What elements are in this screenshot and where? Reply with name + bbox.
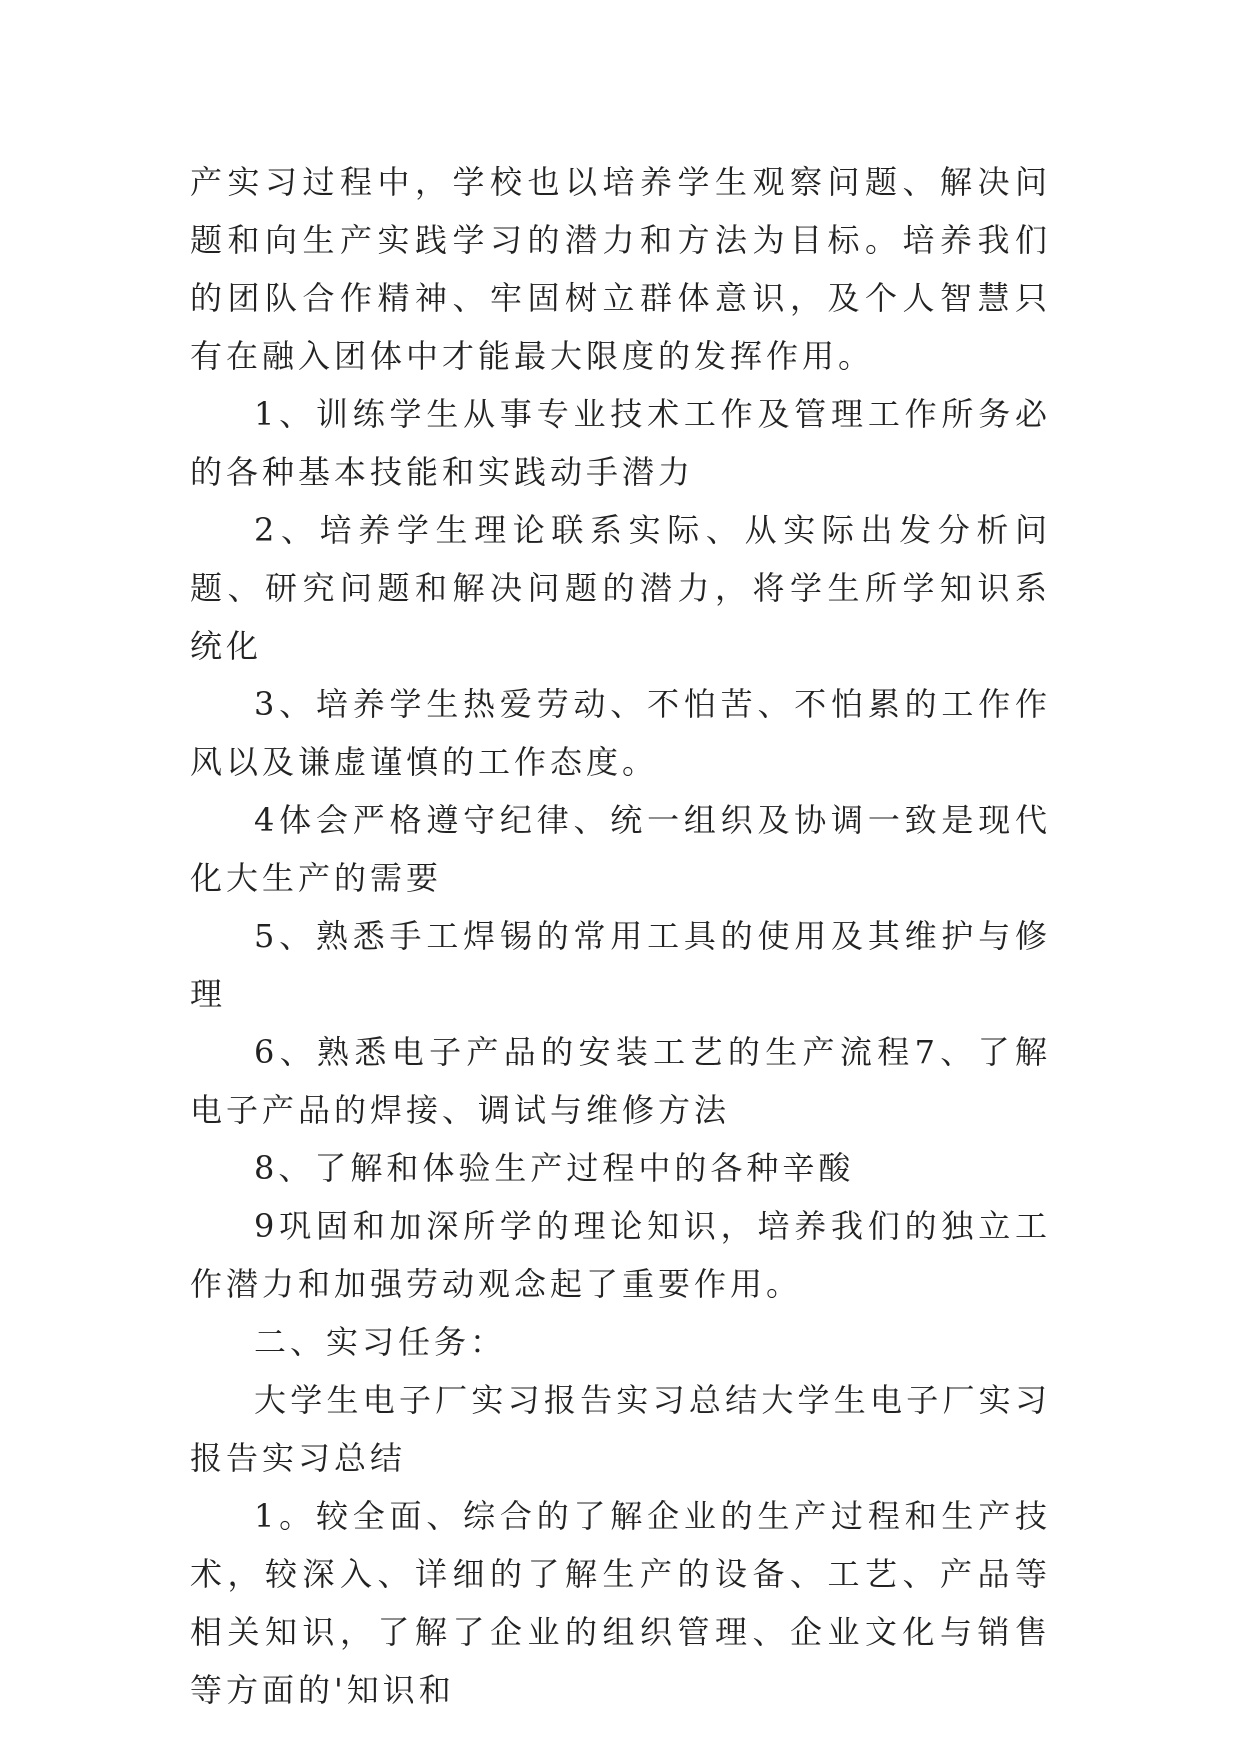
paragraph-report-title: 大学生电子厂实习报告实习总结大学生电子厂实习报告实习总结 [190,1381,1051,1477]
section-heading-tasks: 二、实习任务： [254,1323,507,1361]
document-body [190,153,1051,1719]
paragraph-task-1: 1。较全面、综合的了解企业的生产过程和生产技术，较深入、详细的了解生产的设备、工艺、产品等相关知识，了解了企业的组织管理、企业文化与销售等方面的'知识和 [190,1497,1051,1709]
paragraph-item-2: 2、培养学生理论联系实际、从实际出发分析问题、研究问题和解决问题的潜力，将学生所学知识系统化 [190,511,1051,665]
paragraph-item-1: 1、训练学生从事专业技术工作及管理工作所务必的各种基本技能和实践动手潜力 [190,395,1051,491]
paragraph-item-3: 3、培养学生热爱劳动、不怕苦、不怕累的工作作风以及谦虚谨慎的工作态度。 [190,685,1051,781]
paragraph-intro: 产实习过程中，学校也以培养学生观察问题、解决问题和向生产实践学习的潜力和方法为目标。培养我们的团队合作精神、牢固树立群体意识，及个人智慧只有在融入团体中才能最大限度的发挥作用。 [190,163,1051,375]
paragraph-item-5: 5、熟悉手工焊锡的常用工具的使用及其维护与修理 [190,917,1051,1013]
paragraph-item-8: 8、了解和体验生产过程中的各种辛酸 [254,1149,855,1187]
paragraph-item-4: 4体会严格遵守纪律、统一组织及协调一致是现代化大生产的需要 [190,801,1051,897]
paragraph-item-9: 9巩固和加深所学的理论知识，培养我们的独立工作潜力和加强劳动观念起了重要作用。 [190,1207,1051,1303]
paragraph-item-6: 6、熟悉电子产品的安装工艺的生产流程7、了解电子产品的焊接、调试与维修方法 [190,1033,1051,1129]
